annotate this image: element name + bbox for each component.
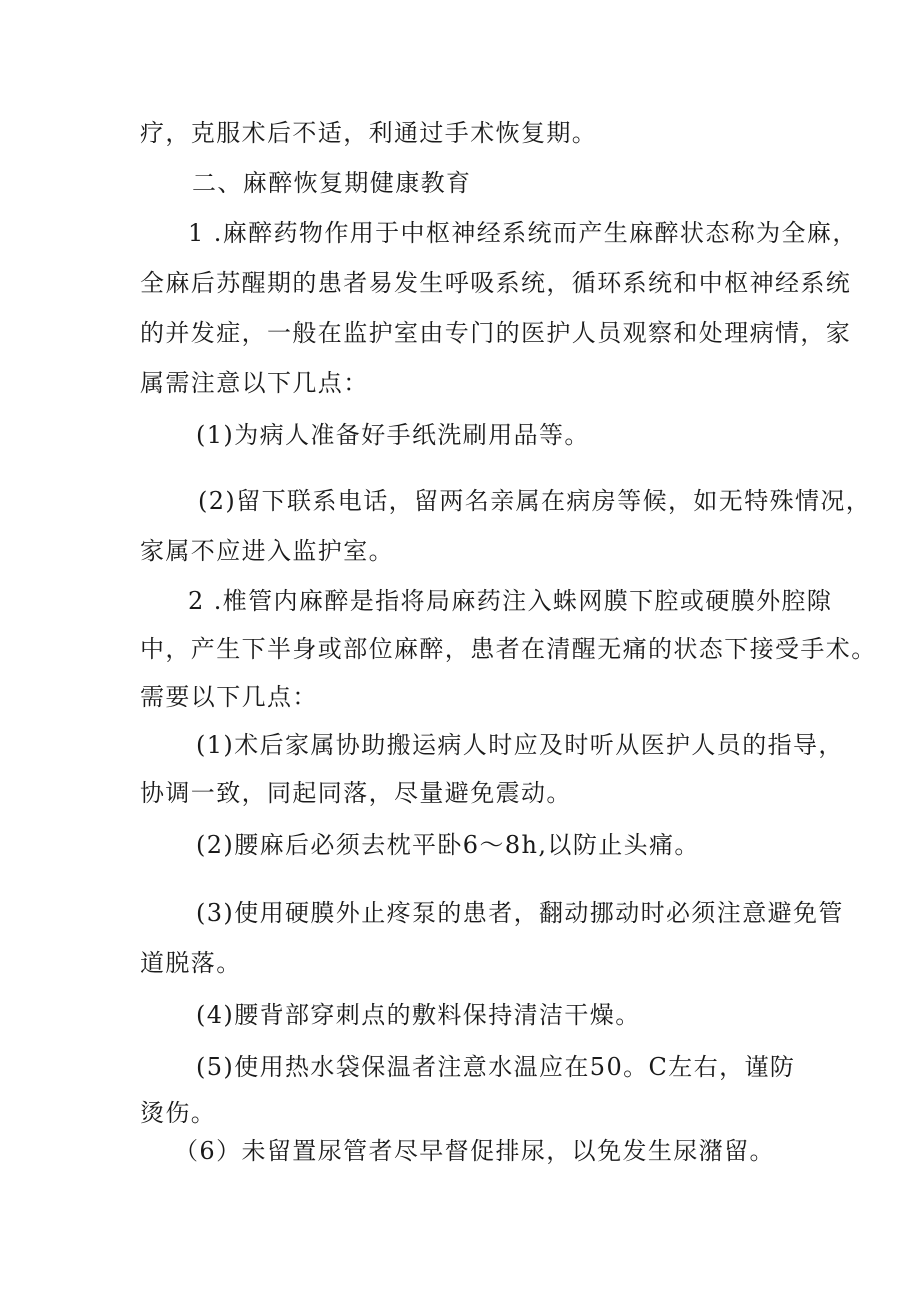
list-item: (2)腰麻后必须去枕平卧6～8h,以防止头痛。 [196, 831, 700, 859]
list-item: （6）未留置尿管者尽早督促排尿，以免发生尿潴留。 [174, 1137, 775, 1165]
paragraph-line: 家属不应进入监护室。 [140, 537, 394, 565]
paragraph-line: 疗，克服术后不适，利通过手术恢复期。 [140, 119, 598, 147]
list-item: (5)使用热水袋保温者注意水温应在50。C左右，谨防 [196, 1053, 796, 1081]
list-item: (2)留下联系电话，留两名亲属在病房等候，如无特殊情况， [198, 487, 872, 515]
paragraph-line: 全麻后苏醒期的患者易发生呼吸系统，循环系统和中枢神经系统 [140, 269, 852, 297]
paragraph-line: 需要以下几点： [140, 683, 318, 711]
paragraph-line: 烫伤。 [140, 1099, 217, 1127]
paragraph-line: 协调一致，同起同落，尽量避免震动。 [140, 779, 572, 807]
list-item: (4)腰背部穿刺点的敷料保持清洁干燥。 [196, 1001, 641, 1029]
list-item: (1)术后家属协助搬运病人时应及时听从医护人员的指导， [196, 731, 844, 759]
list-item: (1)为病人准备好手纸洗刷用品等。 [196, 421, 590, 449]
section-heading: 二、麻醉恢复期健康教育 [192, 169, 472, 197]
paragraph-line: 中，产生下半身或部位麻醉，患者在清醒无痛的状态下接受手术。 [140, 635, 877, 663]
list-item: (3)使用硬膜外止疼泵的患者，翻动挪动时必须注意避免管 [196, 899, 844, 927]
paragraph-line: 道脱落。 [140, 949, 242, 977]
paragraph-line: 1 .麻醉药物作用于中枢神经系统而产生麻醉状态称为全麻， [188, 219, 858, 247]
paragraph-line: 的并发症，一般在监护室由专门的医护人员观察和处理病情，家 [140, 319, 852, 347]
paragraph-line: 属需注意以下几点： [140, 369, 369, 397]
paragraph-line: 2 .椎管内麻醉是指将局麻药注入蛛网膜下腔或硬膜外腔隙 [188, 587, 833, 615]
